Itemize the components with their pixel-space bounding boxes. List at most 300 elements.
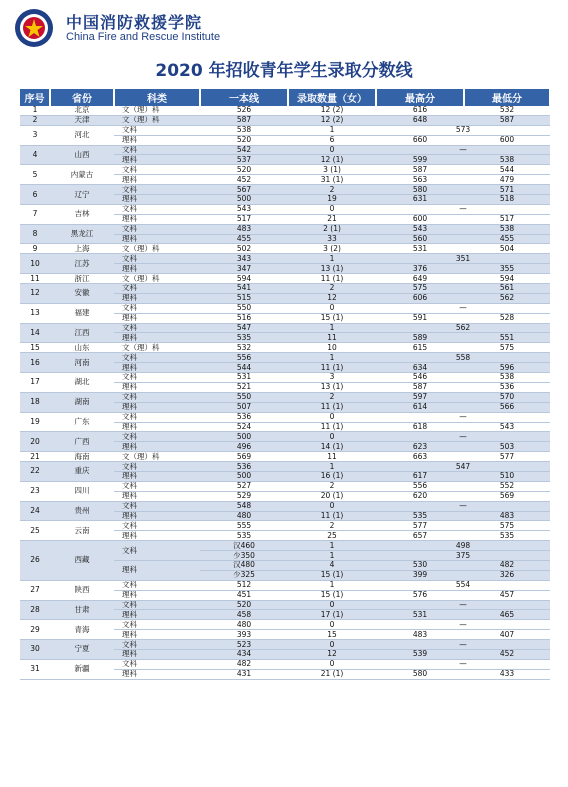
baseline-cell: 527: [200, 481, 288, 491]
table-row: [20, 521, 550, 531]
seq-cell: 5: [20, 165, 50, 185]
table-row: [20, 600, 550, 610]
baseline-cell: 520: [200, 165, 288, 175]
table-row: [20, 481, 550, 491]
admitted-cell: 1: [288, 254, 376, 264]
category-cell: 文科: [114, 640, 200, 650]
baseline-cell: 483: [200, 224, 288, 234]
province-cell: 陕西: [50, 580, 114, 600]
admitted-cell: 12 (1): [288, 155, 376, 165]
baseline-cell: 541: [200, 284, 288, 294]
score-merged-cell: —: [376, 432, 550, 442]
seq-cell: 28: [20, 600, 50, 620]
category-cell: 文（理）科: [114, 115, 200, 125]
min-score-cell: 326: [464, 570, 550, 580]
max-score-cell: 660: [376, 135, 464, 145]
table-row: [20, 165, 550, 175]
baseline-cell: 507: [200, 402, 288, 412]
admitted-cell: 16 (1): [288, 471, 376, 481]
baseline-cell: 少350: [200, 551, 288, 561]
table-row: [20, 145, 550, 155]
category-cell: 理科: [114, 531, 200, 541]
table-row: [20, 115, 550, 125]
seq-cell: 8: [20, 224, 50, 244]
baseline-cell: 587: [200, 115, 288, 125]
admitted-cell: 2: [288, 284, 376, 294]
admitted-cell: 11: [288, 452, 376, 462]
admitted-cell: 3: [288, 373, 376, 383]
max-score-cell: 617: [376, 471, 464, 481]
max-score-cell: 631: [376, 195, 464, 205]
admitted-cell: 15 (1): [288, 590, 376, 600]
baseline-cell: 520: [200, 600, 288, 610]
admitted-cell: 19: [288, 195, 376, 205]
admitted-cell: 12 (2): [288, 106, 376, 115]
province-cell: 贵州: [50, 501, 114, 521]
admitted-cell: 21 (1): [288, 669, 376, 679]
baseline-cell: 343: [200, 254, 288, 264]
category-cell: 文科: [114, 165, 200, 175]
min-score-cell: 455: [464, 234, 550, 244]
category-cell: 理科: [114, 471, 200, 481]
baseline-cell: 455: [200, 234, 288, 244]
seq-cell: 16: [20, 353, 50, 373]
table-body: [20, 106, 550, 679]
seq-cell: 29: [20, 620, 50, 640]
baseline-cell: 393: [200, 630, 288, 640]
category-cell: 文科: [114, 284, 200, 294]
baseline-cell: 431: [200, 669, 288, 679]
category-cell: 理科: [114, 442, 200, 452]
seq-cell: 19: [20, 412, 50, 432]
col-header-province: 省份: [50, 89, 114, 106]
min-score-cell: 570: [464, 392, 550, 402]
admitted-cell: 6: [288, 135, 376, 145]
seq-cell: 4: [20, 145, 50, 165]
category-cell: 理科: [114, 234, 200, 244]
min-score-cell: 594: [464, 274, 550, 284]
max-score-cell: 589: [376, 333, 464, 343]
category-cell: 理科: [114, 491, 200, 501]
category-cell: 文科: [114, 600, 200, 610]
table-row: [20, 224, 550, 234]
province-cell: 宁夏: [50, 640, 114, 660]
page-header: [8, 6, 560, 50]
max-score-cell: 623: [376, 442, 464, 452]
min-score-cell: 566: [464, 402, 550, 412]
max-score-cell: 546: [376, 373, 464, 383]
table-row: [20, 640, 550, 650]
admission-score-table: [20, 89, 551, 680]
baseline-cell: 548: [200, 501, 288, 511]
min-score-cell: 483: [464, 511, 550, 521]
min-score-cell: 543: [464, 422, 550, 432]
category-cell: 文科: [114, 145, 200, 155]
page-title: 2020 年招收青年学生录取分数线: [155, 61, 413, 81]
table-row: [20, 274, 550, 284]
admitted-cell: 1: [288, 353, 376, 363]
min-score-cell: 457: [464, 590, 550, 600]
category-cell: 文（理）科: [114, 244, 200, 254]
table-row: [20, 462, 550, 472]
seq-cell: 26: [20, 541, 50, 581]
province-cell: 江西: [50, 323, 114, 343]
category-cell: 理科: [114, 382, 200, 392]
category-cell: 文科: [114, 224, 200, 234]
baseline-cell: 434: [200, 649, 288, 659]
baseline-cell: 536: [200, 412, 288, 422]
min-score-cell: 538: [464, 155, 550, 165]
province-cell: 北京: [50, 106, 114, 115]
school-name-cn: 中国消防救援学院: [66, 13, 203, 32]
score-merged-cell: 562: [376, 323, 550, 333]
admitted-cell: 11 (1): [288, 363, 376, 373]
score-merged-cell: —: [376, 620, 550, 630]
baseline-cell: 567: [200, 185, 288, 195]
max-score-cell: 649: [376, 274, 464, 284]
col-header-seq: 序号: [20, 89, 50, 106]
admitted-cell: 15: [288, 630, 376, 640]
min-score-cell: 575: [464, 343, 550, 353]
max-score-cell: 616: [376, 106, 464, 115]
seq-cell: 14: [20, 323, 50, 343]
min-score-cell: 562: [464, 293, 550, 303]
admitted-cell: 0: [288, 412, 376, 422]
seq-cell: 9: [20, 244, 50, 254]
seq-cell: 17: [20, 373, 50, 393]
category-cell: 文科: [114, 541, 200, 561]
max-score-cell: 530: [376, 560, 464, 570]
admitted-cell: 31 (1): [288, 175, 376, 185]
table-row: [20, 323, 550, 333]
baseline-cell: 569: [200, 452, 288, 462]
baseline-cell: 517: [200, 214, 288, 224]
col-header-baseline: 一本线: [200, 89, 288, 106]
min-score-cell: 433: [464, 669, 550, 679]
min-score-cell: 355: [464, 264, 550, 274]
category-cell: 文科: [114, 580, 200, 590]
score-merged-cell: —: [376, 501, 550, 511]
min-score-cell: 587: [464, 115, 550, 125]
admitted-cell: 1: [288, 541, 376, 551]
baseline-cell: 555: [200, 521, 288, 531]
max-score-cell: 614: [376, 402, 464, 412]
province-cell: 福建: [50, 303, 114, 323]
max-score-cell: 399: [376, 570, 464, 580]
min-score-cell: 538: [464, 373, 550, 383]
min-score-cell: 528: [464, 313, 550, 323]
max-score-cell: 576: [376, 590, 464, 600]
admitted-cell: 0: [288, 600, 376, 610]
max-score-cell: 539: [376, 649, 464, 659]
min-score-cell: 561: [464, 284, 550, 294]
table-row: [20, 254, 550, 264]
category-cell: 文（理）科: [114, 343, 200, 353]
score-merged-cell: —: [376, 640, 550, 650]
baseline-cell: 594: [200, 274, 288, 284]
baseline-cell: 480: [200, 511, 288, 521]
score-merged-cell: 547: [376, 462, 550, 472]
seq-cell: 12: [20, 284, 50, 304]
table-row: [20, 303, 550, 313]
admitted-cell: 2: [288, 481, 376, 491]
table-row: [20, 244, 550, 254]
seq-cell: 20: [20, 432, 50, 452]
category-cell: 理科: [114, 402, 200, 412]
col-header-min-score: 最低分: [464, 89, 550, 106]
col-header-max-score: 最高分: [376, 89, 464, 106]
admitted-cell: 11 (1): [288, 511, 376, 521]
seq-cell: 27: [20, 580, 50, 600]
baseline-cell: 537: [200, 155, 288, 165]
min-score-cell: 600: [464, 135, 550, 145]
table-row: [20, 343, 550, 353]
seq-cell: 18: [20, 392, 50, 412]
max-score-cell: 587: [376, 382, 464, 392]
table-row: [20, 185, 550, 195]
category-cell: 文科: [114, 353, 200, 363]
baseline-cell: 502: [200, 244, 288, 254]
category-cell: 文科: [114, 412, 200, 422]
category-cell: 理科: [114, 175, 200, 185]
max-score-cell: 591: [376, 313, 464, 323]
category-cell: 理科: [114, 313, 200, 323]
category-cell: 文科: [114, 303, 200, 313]
admitted-cell: 12 (2): [288, 115, 376, 125]
category-cell: 文科: [114, 659, 200, 669]
category-cell: 理科: [114, 293, 200, 303]
province-cell: 广西: [50, 432, 114, 452]
baseline-cell: 496: [200, 442, 288, 452]
baseline-cell: 515: [200, 293, 288, 303]
table-row: [20, 373, 550, 383]
min-score-cell: 575: [464, 521, 550, 531]
category-cell: 文科: [114, 392, 200, 402]
admitted-cell: 0: [288, 640, 376, 650]
fire-rescue-emblem-icon: [14, 8, 54, 48]
max-score-cell: 657: [376, 531, 464, 541]
baseline-cell: 535: [200, 333, 288, 343]
baseline-cell: 汉460: [200, 541, 288, 551]
admitted-cell: 0: [288, 145, 376, 155]
baseline-cell: 544: [200, 363, 288, 373]
admitted-cell: 2 (1): [288, 224, 376, 234]
max-score-cell: 615: [376, 343, 464, 353]
max-score-cell: 531: [376, 244, 464, 254]
table-row: [20, 353, 550, 363]
category-cell: 理科: [114, 590, 200, 600]
seq-cell: 11: [20, 274, 50, 284]
table-row: [20, 432, 550, 442]
seq-cell: 10: [20, 254, 50, 274]
admitted-cell: 0: [288, 432, 376, 442]
province-cell: 四川: [50, 481, 114, 501]
baseline-cell: 536: [200, 462, 288, 472]
province-cell: 辽宁: [50, 185, 114, 205]
col-header-admitted: 录取数量（女）: [288, 89, 376, 106]
admitted-cell: 11 (1): [288, 422, 376, 432]
seq-cell: 6: [20, 185, 50, 205]
baseline-cell: 500: [200, 195, 288, 205]
admitted-cell: 12: [288, 649, 376, 659]
admitted-cell: 1: [288, 323, 376, 333]
max-score-cell: 580: [376, 185, 464, 195]
score-merged-cell: 498: [376, 541, 550, 551]
category-cell: 理科: [114, 264, 200, 274]
baseline-cell: 526: [200, 106, 288, 115]
baseline-cell: 535: [200, 531, 288, 541]
max-score-cell: 648: [376, 115, 464, 125]
province-cell: 浙江: [50, 274, 114, 284]
category-cell: 文科: [114, 323, 200, 333]
admitted-cell: 15 (1): [288, 313, 376, 323]
baseline-cell: 523: [200, 640, 288, 650]
max-score-cell: 376: [376, 264, 464, 274]
baseline-cell: 543: [200, 204, 288, 214]
min-score-cell: 577: [464, 452, 550, 462]
baseline-cell: 500: [200, 471, 288, 481]
min-score-cell: 517: [464, 214, 550, 224]
baseline-cell: 524: [200, 422, 288, 432]
category-cell: 文科: [114, 521, 200, 531]
category-cell: 文科: [114, 254, 200, 264]
min-score-cell: 571: [464, 185, 550, 195]
category-cell: 理科: [114, 649, 200, 659]
min-score-cell: 482: [464, 560, 550, 570]
province-cell: 广东: [50, 412, 114, 432]
admitted-cell: 1: [288, 580, 376, 590]
province-cell: 河南: [50, 353, 114, 373]
category-cell: 文科: [114, 620, 200, 630]
table-row: [20, 620, 550, 630]
category-cell: 理科: [114, 214, 200, 224]
min-score-cell: 510: [464, 471, 550, 481]
category-cell: 文科: [114, 373, 200, 383]
score-merged-cell: —: [376, 303, 550, 313]
baseline-cell: 520: [200, 135, 288, 145]
seq-cell: 23: [20, 481, 50, 501]
max-score-cell: 563: [376, 175, 464, 185]
admitted-cell: 33: [288, 234, 376, 244]
table-row: [20, 659, 550, 669]
table-row: [20, 204, 550, 214]
min-score-cell: 596: [464, 363, 550, 373]
table-row: [20, 392, 550, 402]
baseline-cell: 538: [200, 125, 288, 135]
max-score-cell: 606: [376, 293, 464, 303]
admitted-cell: 11 (1): [288, 402, 376, 412]
admitted-cell: 14 (1): [288, 442, 376, 452]
province-cell: 内蒙古: [50, 165, 114, 185]
max-score-cell: 575: [376, 284, 464, 294]
table-row: [20, 501, 550, 511]
max-score-cell: 483: [376, 630, 464, 640]
admitted-cell: 2: [288, 185, 376, 195]
admitted-cell: 13 (1): [288, 264, 376, 274]
category-cell: 文科: [114, 185, 200, 195]
min-score-cell: 518: [464, 195, 550, 205]
category-cell: 文科: [114, 125, 200, 135]
admitted-cell: 1: [288, 551, 376, 561]
province-cell: 新疆: [50, 659, 114, 679]
min-score-cell: 538: [464, 224, 550, 234]
admitted-cell: 0: [288, 620, 376, 630]
category-cell: 文（理）科: [114, 106, 200, 115]
max-score-cell: 560: [376, 234, 464, 244]
baseline-cell: 451: [200, 590, 288, 600]
baseline-cell: 汉480: [200, 560, 288, 570]
min-score-cell: 465: [464, 610, 550, 620]
seq-cell: 3: [20, 125, 50, 145]
max-score-cell: 587: [376, 165, 464, 175]
score-merged-cell: —: [376, 600, 550, 610]
admitted-cell: 13 (1): [288, 382, 376, 392]
seq-cell: 30: [20, 640, 50, 660]
admitted-cell: 0: [288, 659, 376, 669]
max-score-cell: 556: [376, 481, 464, 491]
admitted-cell: 15 (1): [288, 570, 376, 580]
table-row: [20, 106, 550, 115]
seq-cell: 7: [20, 204, 50, 224]
baseline-cell: 547: [200, 323, 288, 333]
category-cell: 理科: [114, 669, 200, 679]
category-cell: 理科: [114, 560, 200, 580]
baseline-cell: 556: [200, 353, 288, 363]
province-cell: 河北: [50, 125, 114, 145]
table-row: [20, 284, 550, 294]
admitted-cell: 12: [288, 293, 376, 303]
province-cell: 山东: [50, 343, 114, 353]
max-score-cell: 599: [376, 155, 464, 165]
min-score-cell: 551: [464, 333, 550, 343]
category-cell: 理科: [114, 363, 200, 373]
max-score-cell: 618: [376, 422, 464, 432]
province-cell: 青海: [50, 620, 114, 640]
province-cell: 吉林: [50, 204, 114, 224]
province-cell: 西藏: [50, 541, 114, 581]
baseline-cell: 521: [200, 382, 288, 392]
category-cell: 文科: [114, 204, 200, 214]
baseline-cell: 512: [200, 580, 288, 590]
province-cell: 重庆: [50, 462, 114, 482]
admitted-cell: 4: [288, 560, 376, 570]
seq-cell: 25: [20, 521, 50, 541]
table-row: [20, 452, 550, 462]
table-header-row: [20, 89, 550, 106]
baseline-cell: 452: [200, 175, 288, 185]
baseline-cell: 532: [200, 343, 288, 353]
category-cell: 理科: [114, 610, 200, 620]
min-score-cell: 503: [464, 442, 550, 452]
max-score-cell: 535: [376, 511, 464, 521]
seq-cell: 21: [20, 452, 50, 462]
category-cell: 文（理）科: [114, 274, 200, 284]
admitted-cell: 1: [288, 125, 376, 135]
baseline-cell: 531: [200, 373, 288, 383]
category-cell: 文科: [114, 501, 200, 511]
baseline-cell: 550: [200, 392, 288, 402]
category-cell: 理科: [114, 333, 200, 343]
score-merged-cell: 558: [376, 353, 550, 363]
table-row: [20, 412, 550, 422]
min-score-cell: 535: [464, 531, 550, 541]
province-cell: 湖北: [50, 373, 114, 393]
score-merged-cell: —: [376, 412, 550, 422]
min-score-cell: 452: [464, 649, 550, 659]
max-score-cell: 531: [376, 610, 464, 620]
category-cell: 文科: [114, 432, 200, 442]
score-merged-cell: —: [376, 659, 550, 669]
